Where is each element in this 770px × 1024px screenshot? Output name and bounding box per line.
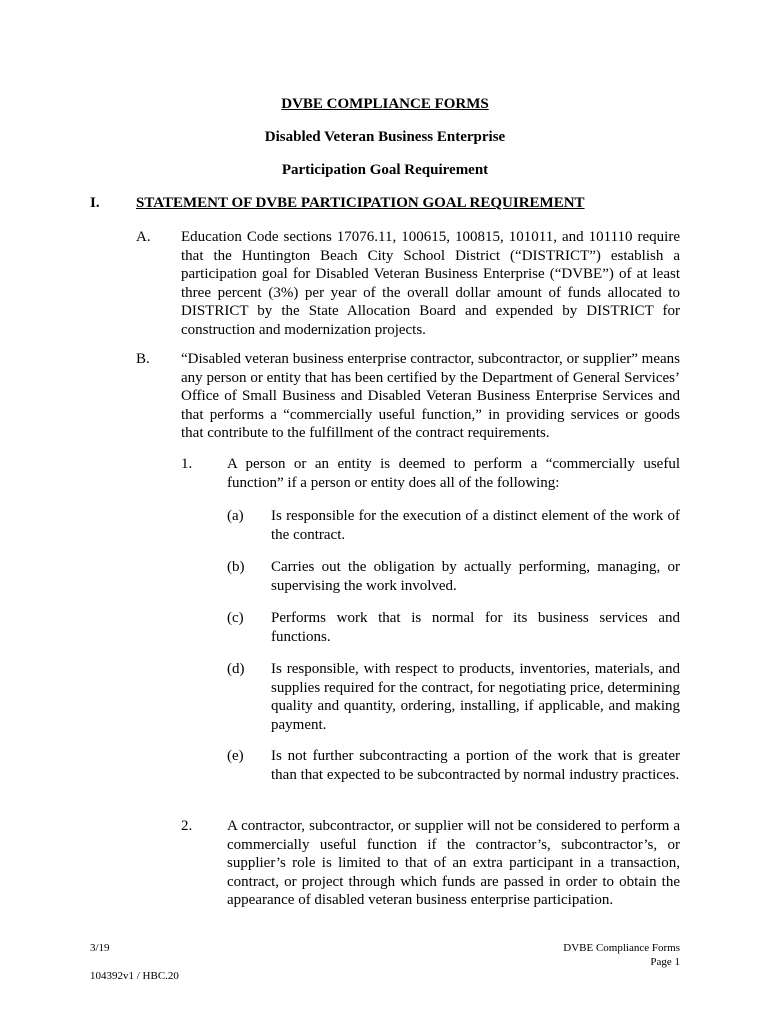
paragraph-a-label: A. bbox=[136, 229, 151, 245]
footer-page-number: Page 1 bbox=[650, 956, 680, 968]
subitem-e-text: Is not further subcontracting a portion of the work that is greater than that expected to be subcontracted by normal industry practices. bbox=[271, 748, 680, 783]
document-subtitle-2: Participation Goal Requirement bbox=[281, 162, 489, 178]
document-title: DVBE COMPLIANCE FORMS bbox=[281, 96, 489, 112]
subitem-c-label: (c) bbox=[227, 610, 244, 626]
document-subtitle: Disabled Veteran Business Enterprise bbox=[264, 129, 506, 145]
item-2-text: A contractor, subcontractor, or supplier will not be considered to perform a commercially useful function if the contractor’s, subcontractor’s, or supplier’s role is limited to that of an extra participant in a transaction, contract, or project through which funds are passed in order to obtain the appearance of disabled veteran business enterprise participation. bbox=[227, 818, 680, 909]
item-1-text: A person or an entity is deemed to perform a “commercially useful function” if a person or entity does all of the following: bbox=[227, 456, 680, 491]
footer-doc-id: 104392v1 / HBC.20 bbox=[90, 970, 179, 982]
section-number: I. bbox=[90, 195, 100, 211]
footer-date: 3/19 bbox=[90, 942, 110, 954]
subitem-b-label: (b) bbox=[227, 559, 245, 575]
item-2-label: 2. bbox=[181, 818, 193, 834]
subitem-e-label: (e) bbox=[227, 748, 244, 764]
subitem-d-text: Is responsible, with respect to products, inventories, materials, and supplies required for the contract, for negotiating price, determining quality and quantity, ordering, installing, if applicable, and making payment. bbox=[271, 661, 680, 733]
paragraph-b-text: “Disabled veteran business enterprise contractor, subcontractor, or supplier” means any person or entity that has been certified by the Department of General Services’ Office of Small Business and Disabled Veteran Business Enterprise Services and that performs a “commercially useful function,” in providing services or goods that contribute to the fulfillment of the contract requirements. bbox=[181, 351, 680, 442]
item-1-label: 1. bbox=[181, 456, 193, 472]
subitem-a-text: Is responsible for the execution of a distinct element of the work of the contract. bbox=[271, 508, 680, 543]
paragraph-a-text: Education Code sections 17076.11, 100615, 100815, 101011, and 101110 require that the Huntington Beach City School District (“DISTRICT”) establish a participation goal for Disabled Veteran Business Enterprise (“DVBE”) of at least three percent (3%) per year of the overall dollar amount of funds allocated to DISTRICT by the State Allocation Board and expended by DISTRICT for construction and modernization projects. bbox=[181, 229, 680, 338]
subitem-a-label: (a) bbox=[227, 508, 244, 524]
subitem-d-label: (d) bbox=[227, 661, 245, 677]
paragraph-b-label: B. bbox=[136, 351, 150, 367]
subitem-c-text: Performs work that is normal for its business services and functions. bbox=[271, 610, 680, 645]
subitem-b-text: Carries out the obligation by actually performing, managing, or supervising the work involved. bbox=[271, 559, 680, 594]
footer-form-name: DVBE Compliance Forms bbox=[563, 942, 680, 954]
section-title: STATEMENT OF DVBE PARTICIPATION GOAL REQUIREMENT bbox=[136, 195, 585, 211]
